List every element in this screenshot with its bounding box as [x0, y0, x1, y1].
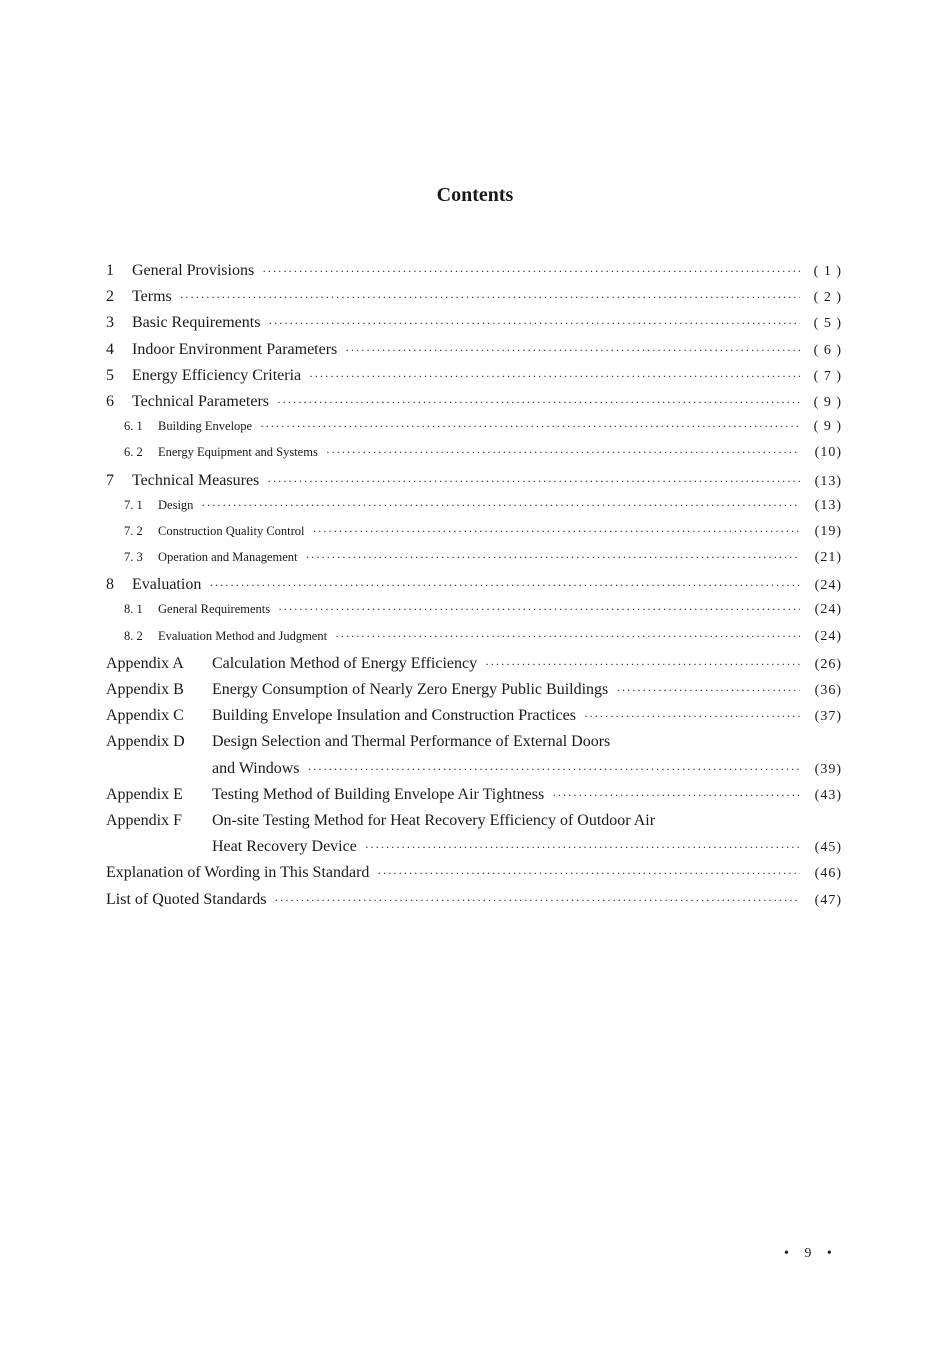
toc-entry [106, 367, 842, 393]
toc-entry-page: (24) [814, 602, 842, 618]
toc-entry-number: Appendix E [106, 785, 183, 803]
toc-entry-title: Energy Equipment and Systems [158, 445, 318, 460]
toc-leader-dots [365, 840, 800, 855]
toc-leader-dots [209, 578, 800, 593]
toc-entry-title-continued: Heat Recovery Device [212, 838, 357, 856]
toc-leader-dots [335, 629, 800, 644]
toc-entry [106, 576, 842, 602]
toc-entry-title-continued: and Windows [212, 759, 300, 777]
toc-entry [106, 472, 842, 498]
toc-leader-dots [277, 395, 800, 410]
toc-entry-page: (13) [814, 497, 842, 513]
toc-entry-number: 1 [106, 262, 114, 279]
toc-entry-number: 5 [106, 366, 114, 384]
toc-entry-page: (24) [814, 628, 842, 644]
toc-entry-number: Appendix D [106, 733, 185, 751]
toc-entry [106, 864, 842, 890]
toc-entry-title: Design [158, 497, 194, 512]
toc-leader-dots [308, 762, 801, 777]
toc-entry [106, 314, 842, 340]
toc-leader-dots [260, 419, 800, 434]
toc-leader-dots [268, 316, 800, 331]
toc-entry [106, 733, 842, 759]
toc-entry-title: List of Quoted Standards [106, 890, 267, 908]
toc-entry-title: Operation and Management [158, 550, 298, 565]
toc-entry-page: (37) [814, 709, 842, 725]
toc-leader-dots [345, 343, 800, 358]
toc-entry-number: Appendix B [106, 681, 184, 698]
page-title: Contents [436, 184, 514, 206]
toc-entry-number: 4 [106, 340, 114, 358]
toc-entry-title: Basic Requirements [132, 314, 261, 332]
toc-entry-title: Calculation Method of Energy Efficiency [212, 654, 478, 672]
toc-leader-dots [326, 445, 800, 460]
toc-entry-page: (43) [814, 787, 842, 803]
toc-leader-dots [309, 369, 800, 384]
toc-entry-number: Appendix A [106, 654, 184, 672]
toc-entry [106, 524, 842, 550]
toc-entry-title: Design Selection and Thermal Performance of External Doors [212, 733, 611, 751]
toc-entry-page: (24) [814, 578, 842, 594]
toc-entry-number: 8. 1 [124, 602, 143, 617]
toc-entry-title: Testing Method of Building Envelope Air Tightness [212, 785, 545, 803]
toc-entry [106, 655, 842, 681]
toc-leader-dots [306, 550, 800, 565]
toc-leader-dots [267, 474, 800, 489]
toc-entry [106, 550, 842, 576]
toc-entry [106, 393, 842, 419]
toc-entry-title: Energy Efficiency Criteria [132, 366, 302, 384]
toc-entry-page: (21) [814, 550, 842, 566]
toc-entry-title: Technical Parameters [132, 392, 270, 410]
toc-entry-page: ( 6 ) [813, 342, 842, 358]
toc-entry [106, 891, 842, 917]
toc-entry-continuation [106, 838, 842, 864]
toc-entry-number: 7. 3 [124, 550, 143, 565]
toc-entry-page: ( 9 ) [813, 419, 842, 435]
toc-entry-page: (39) [814, 761, 842, 777]
toc-entry-number: Appendix C [106, 707, 184, 725]
toc-entry-number: 3 [106, 314, 114, 332]
toc-entry [106, 262, 842, 288]
toc-entry-title: Explanation of Wording in This Standard [106, 864, 370, 882]
toc-leader-dots [278, 602, 800, 617]
toc-entry [106, 445, 842, 471]
toc-entry-page: (47) [814, 892, 842, 908]
toc-entry-page: (45) [814, 840, 842, 856]
toc-entry-title: Technical Measures [132, 471, 260, 489]
toc-leader-dots [616, 683, 800, 698]
toc-entry-number: 8 [106, 576, 114, 594]
toc-entry-page: (36) [814, 683, 842, 698]
toc-leader-dots [274, 893, 800, 908]
toc-entry-title: Indoor Environment Parameters [132, 340, 338, 358]
toc-entry-number: 6. 2 [124, 445, 143, 460]
toc-entry-title: Terms [132, 288, 172, 306]
toc-entry-number: 2 [106, 288, 114, 306]
toc-leader-dots [552, 788, 800, 803]
toc-entry-title: Evaluation [132, 576, 202, 594]
toc-entry-title: On-site Testing Method for Heat Recovery Efficiency of Outdoor Air [212, 811, 656, 829]
table-of-contents [106, 262, 842, 917]
toc-entry [106, 707, 842, 733]
toc-entry-number: 6 [106, 392, 114, 410]
toc-entry-page: (10) [814, 445, 842, 461]
toc-entry [106, 498, 842, 524]
toc-entry-number: 7 [106, 471, 114, 489]
toc-entry [106, 341, 842, 367]
toc-entry [106, 419, 842, 445]
toc-entry-title: Construction Quality Control [158, 523, 305, 538]
page-number: • 9 • [784, 1246, 838, 1261]
toc-entry-number: 7. 1 [124, 497, 143, 512]
toc-leader-dots [313, 524, 800, 539]
toc-leader-dots [180, 290, 800, 305]
toc-entry-title: General Provisions [132, 262, 255, 279]
toc-entry-page: ( 2 ) [813, 290, 842, 306]
toc-leader-dots [485, 657, 800, 672]
toc-entry-page: (46) [814, 866, 842, 882]
toc-leader-dots [201, 498, 800, 513]
toc-entry [106, 629, 842, 655]
toc-entry [106, 786, 842, 812]
toc-entry-title: General Requirements [158, 602, 271, 617]
toc-leader-dots [262, 264, 800, 279]
toc-entry [106, 812, 842, 838]
toc-entry-page: ( 5 ) [813, 316, 842, 332]
toc-entry-title: Building Envelope [158, 419, 253, 434]
toc-entry-page: ( 1 ) [813, 264, 842, 279]
toc-entry-page: (26) [814, 656, 842, 672]
toc-entry-title: Evaluation Method and Judgment [158, 628, 328, 643]
toc-entry [106, 681, 842, 707]
toc-entry-page: (19) [814, 523, 842, 539]
toc-entry-number: 8. 2 [124, 628, 143, 643]
toc-entry-title: Energy Consumption of Nearly Zero Energy Public Buildings [212, 681, 609, 698]
toc-entry-page: ( 9 ) [813, 394, 842, 410]
toc-entry-page: ( 7 ) [813, 368, 842, 384]
toc-entry [106, 602, 842, 628]
toc-entry-continuation [106, 760, 842, 786]
toc-leader-dots [377, 866, 800, 881]
toc-entry-title: Building Envelope Insulation and Construction Practices [212, 707, 576, 725]
toc-entry-number: 7. 2 [124, 523, 143, 538]
toc-entry-number: 6. 1 [124, 419, 143, 434]
toc-leader-dots [584, 709, 800, 724]
toc-entry [106, 288, 842, 314]
toc-entry-number: Appendix F [106, 811, 182, 829]
toc-entry-page: (13) [814, 473, 842, 489]
